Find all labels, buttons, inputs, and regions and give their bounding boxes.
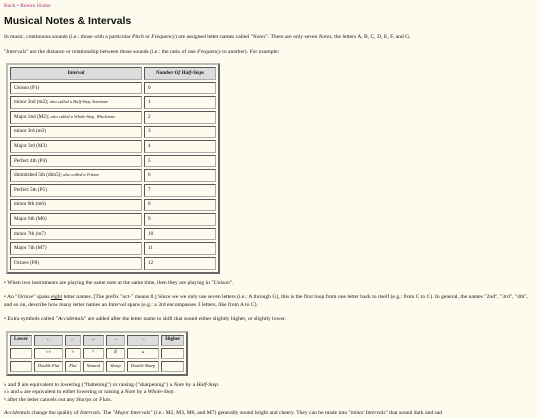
return-home-link[interactable]: Return Home [20, 3, 51, 9]
table-row [10, 96, 216, 109]
note-term: Note [173, 381, 185, 388]
empty-cell [161, 361, 184, 372]
arrow-cell: ← [34, 335, 63, 346]
interval-name-cell [10, 96, 142, 109]
interval-name: minor 7th (m7) [14, 230, 46, 237]
quality-term: minor Intervals [350, 410, 386, 417]
half-steps-cell: 0 [144, 82, 216, 95]
table-row [10, 169, 216, 182]
double-flat-label: Double Flat [34, 361, 63, 372]
arrow-cell: ↔ [83, 335, 105, 346]
half-steps-cell: 4 [144, 140, 216, 153]
intro-text: ) are assigned letter names called " [175, 34, 253, 41]
note-text: . [110, 396, 112, 403]
table-row [10, 199, 216, 212]
quality-term: Intervals [79, 410, 100, 417]
unison-text: ". [229, 279, 234, 286]
table-row [10, 155, 216, 168]
octave-term: Octave [17, 294, 34, 301]
flat-label: Flat [65, 361, 80, 372]
interval-name-cell [10, 257, 142, 270]
interval-name: minor 3rd (m3) [14, 128, 46, 135]
table-row [10, 242, 216, 255]
interval-name-cell [10, 111, 142, 124]
half-steps-cell: 5 [144, 155, 216, 168]
note-text: by a [135, 389, 148, 396]
unison-term: Unison [213, 279, 230, 286]
intro-pitch: Pitch [132, 34, 144, 41]
note-term: Note [124, 389, 136, 396]
half-steps-cell: 8 [144, 199, 216, 212]
accidentals-text: " are added after the letter name to shift that sound either slightly higher, or slightly lower. [84, 316, 286, 323]
accidentals-paragraph [4, 316, 536, 324]
accidental-notes [4, 382, 536, 405]
back-link[interactable]: Back [4, 3, 16, 9]
interval-name: Perfect 4th (P4) [14, 157, 47, 164]
half-steps-column-header [144, 67, 216, 80]
intro-paragraph [4, 34, 536, 42]
interval-name-cell [10, 126, 142, 139]
half-steps-cell: 2 [144, 111, 216, 124]
interval-column-header: Interval [10, 67, 142, 80]
octave-eight: eight [50, 294, 63, 301]
intro-text: , the letters A, B, C, D, E, F, and G. [331, 34, 411, 41]
intro-text: In music, continuous sounds (i.e.: those with a particular [4, 34, 133, 41]
interval-name: Unison (P1) [14, 84, 40, 91]
intervals-table-header [10, 67, 216, 80]
arrow-cell: → [127, 335, 160, 346]
table-row [10, 213, 216, 226]
lower-header: Lower [10, 335, 32, 346]
half-steps-cell: 11 [144, 242, 216, 255]
unison-text: • When two instruments are playing the same note at the same time, then they are playing in " [4, 279, 214, 286]
half-steps-cell: 3 [144, 126, 216, 139]
note-text: . [217, 381, 220, 388]
natural-label: Natural [83, 361, 105, 372]
intervals-definition [4, 49, 536, 57]
quality-term: Major Intervals [114, 410, 151, 417]
def-frequency: Frequency [197, 48, 221, 55]
top-nav [4, 3, 536, 11]
sharp-symbol: ♯ [106, 348, 125, 359]
accidentals-arrow-row [10, 335, 184, 346]
interval-name: Major 7th (M7) [14, 245, 47, 252]
def-text: to another). For example: [220, 48, 280, 55]
half-steps-cell: 6 [144, 169, 216, 182]
unison-paragraph [4, 280, 536, 288]
half-steps-cell: 12 [144, 257, 216, 270]
sharp-label: Sharp [106, 361, 125, 372]
def-text: " [4, 48, 7, 55]
intro-notes: Notes [318, 34, 332, 41]
note-term: Whole-Step [147, 389, 174, 396]
interval-name-cell [10, 228, 142, 241]
half-steps-cell: 10 [144, 228, 216, 241]
double-sharp-symbol: 𝄪 [127, 348, 160, 359]
note-text: ♮ after the letter cancels out any [4, 396, 77, 403]
intro-text: ". There are only seven [265, 34, 319, 41]
interval-name-cell [10, 242, 142, 255]
note-line [4, 382, 536, 390]
table-row [10, 184, 216, 197]
quality-text: " that sound dark and sad [385, 410, 443, 417]
note-term: Sharps [76, 396, 92, 403]
octave-text: • An " [4, 294, 18, 301]
quality-text: . The " [99, 410, 115, 417]
note-term: Half-Step [196, 381, 218, 388]
quality-term: Accidentals [4, 410, 31, 417]
interval-alias: also called a Half-Step, Semitone [49, 99, 109, 105]
interval-name: Major 6th (M6) [14, 215, 47, 222]
arrow-cell: → [106, 335, 125, 346]
note-text: . [173, 389, 175, 396]
interval-name-cell [10, 169, 142, 182]
note-line [4, 397, 536, 405]
quality-text: change the quality of [30, 410, 80, 417]
table-row [10, 228, 216, 241]
accidentals-term: Accidentals [57, 316, 85, 323]
half-steps-cell: 1 [144, 96, 216, 109]
intro-notes: Notes [252, 34, 266, 41]
def-text: " are the distance or relationship between those sounds (i.e.: the ratio of one [26, 48, 198, 55]
interval-name-cell [10, 140, 142, 153]
note-text: ♭ and ♯ are equivalent to lowering ("flattening") or raising ("sharpening") a [4, 381, 174, 388]
empty-cell [161, 348, 184, 359]
note-text: or [91, 396, 100, 403]
interval-name: Major 2nd (M2); [14, 113, 51, 120]
octave-text: letter names. [The prefix "oct-" means 8.] Since we we only use seven letters (i.e.: A through G), this is the first loop from one letter back to itself (e.g.: from C to C). In general, the names "2nd", "3rd", "4th", and so on, describe how many letter names an [4, 294, 528, 308]
empty-cell [10, 361, 32, 372]
nav-separator: • [16, 3, 19, 9]
accidentals-text: • Extra symbols called " [4, 316, 58, 323]
octave-text: " spans [33, 294, 51, 301]
octave-text: spans (e.g.: a 3rd encompasses 3 letters, like from A to C). [126, 301, 258, 308]
interval-name: diminished 5th (dim5); [14, 172, 64, 179]
interval-name-cell [10, 82, 142, 95]
interval-name-cell [10, 199, 142, 212]
interval-name: minor 2nd (m2); [14, 99, 50, 106]
note-term: Flats [99, 396, 111, 403]
note-text: by a [184, 381, 197, 388]
double-flat-symbol: ♭♭ [34, 348, 63, 359]
octave-interval-term: Interval [108, 301, 127, 308]
arrow-cell: ← [65, 335, 80, 346]
interval-name: Perfect 5th (P5) [14, 186, 47, 193]
interval-name: minor 6th (m6) [14, 201, 46, 208]
table-row [10, 126, 216, 139]
interval-alias: also called a Tritone [63, 172, 100, 178]
half-steps-header-emph: Half-Steps [181, 70, 205, 77]
double-sharp-label: Double Sharp [127, 361, 160, 372]
note-text: ♭♭ and 𝄪 are equivalent to either lowering or raising a [4, 389, 125, 396]
intro-text: or [143, 34, 152, 41]
interval-name-cell [10, 184, 142, 197]
quality-paragraph [4, 410, 536, 418]
interval-alias: also called a Whole-Step, Wholetone [50, 113, 116, 119]
half-steps-cell: 7 [144, 184, 216, 197]
half-steps-cell: 9 [144, 213, 216, 226]
def-intervals: Intervals [6, 48, 27, 55]
page-title: Musical Notes & Intervals [4, 14, 132, 27]
intro-frequency: Frequency [151, 34, 176, 41]
intervals-table-body [10, 82, 216, 270]
accidentals-symbol-row [10, 348, 184, 359]
table-row [10, 140, 216, 153]
higher-header: Higher [161, 335, 184, 346]
table-row [10, 111, 216, 124]
interval-name: Major 3rd (M3) [14, 142, 47, 149]
half-steps-header-text: Number Of [155, 70, 182, 77]
interval-name-cell [10, 155, 142, 168]
table-row [10, 257, 216, 270]
octave-paragraph [4, 294, 536, 309]
empty-cell [10, 348, 32, 359]
natural-symbol: ♮ [83, 348, 105, 359]
table-row [10, 82, 216, 95]
intervals-table [6, 63, 220, 273]
flat-symbol: ♭ [65, 348, 80, 359]
accidentals-label-row [10, 361, 184, 372]
note-line [4, 389, 536, 397]
interval-name: Octave (P8) [14, 259, 39, 266]
accidentals-table [6, 331, 188, 376]
interval-name-cell [10, 213, 142, 226]
quality-text: " (i.e.: M2, M3, M6, and M7) generally sound bright and cheery. They can be made into " [150, 410, 351, 417]
